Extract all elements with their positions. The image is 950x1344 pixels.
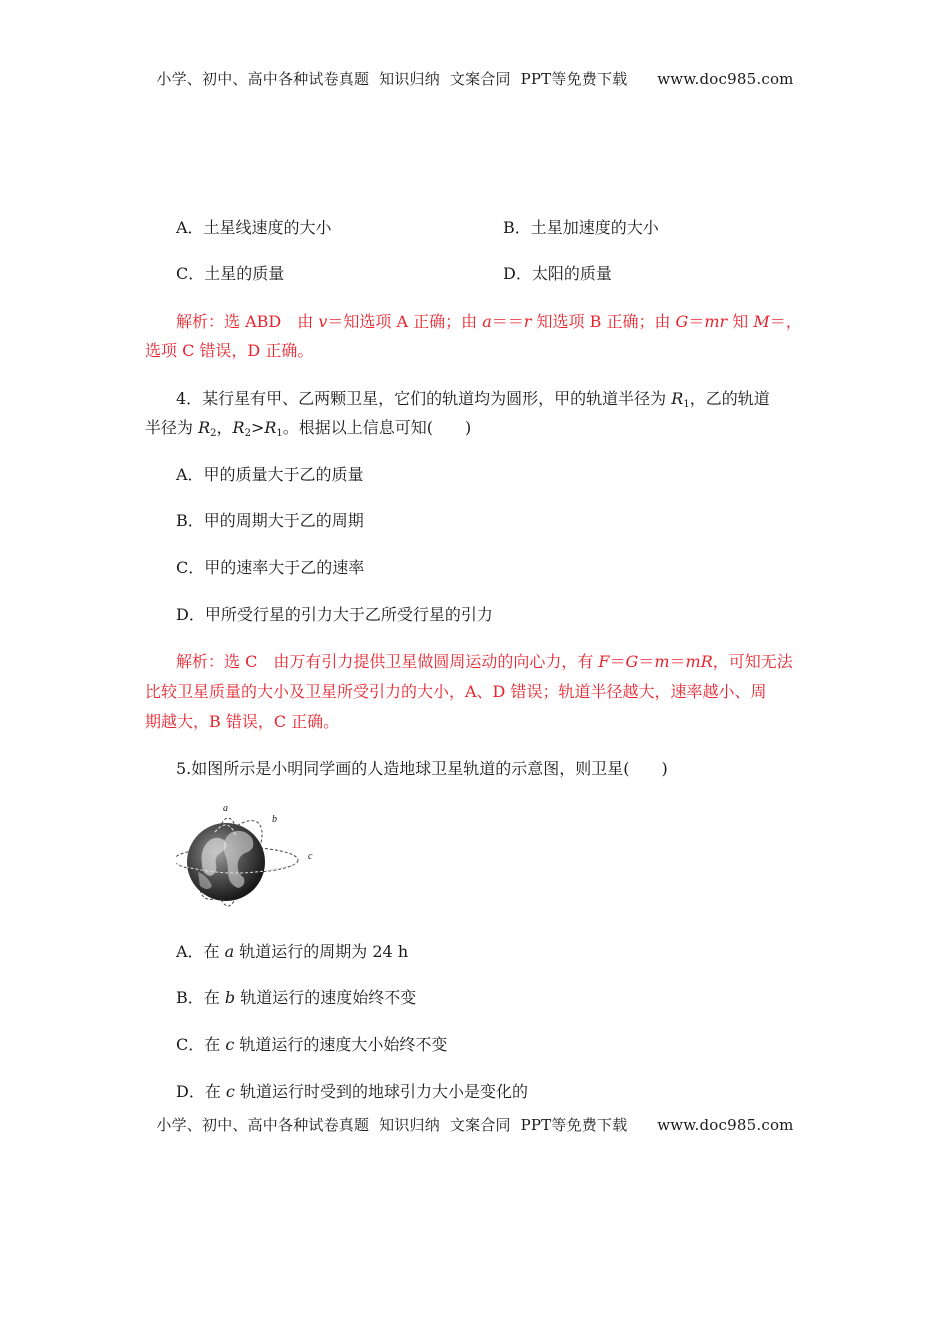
- page-header: 小学、初中、高中各种试卷真题 知识归纳 文案合同 PPT等免费下载 www.doc985.com: [156, 70, 794, 88]
- q4-option-c: C．甲的速率大于乙的速率: [176, 558, 365, 577]
- q4-stem-line1: 4．某行星有甲、乙两颗卫星，它们的轨道均为圆形，甲的轨道半径为 $R_1$，乙的轨道: [176, 389, 770, 410]
- q5-stem: 5.如图所示是小明同学画的人造地球卫星轨道的示意图，则卫星( ): [176, 759, 668, 778]
- q4-stem-line2: 半径为 $R_2$，$R_2>R_1$。根据以上信息可知( ): [145, 418, 472, 439]
- satellite-orbit-figure: [176, 802, 321, 910]
- orbit-a-label: a: [223, 803, 228, 814]
- q3-option-a: A．土星线速度的大小: [176, 218, 332, 237]
- q3-analysis-line1: 解析：选 ABD 由 v＝知选项 A 正确；由 a＝＝r 知选项 B 正确；由 G＝mr 知 M＝，: [176, 312, 802, 331]
- q3-option-c: C．土星的质量: [176, 264, 285, 283]
- q4-option-a: A．甲的质量大于乙的质量: [176, 465, 364, 484]
- page-footer: 小学、初中、高中各种试卷真题 知识归纳 文案合同 PPT等免费下载 www.doc985.com: [156, 1116, 794, 1134]
- q5-option-c: C．在 c 轨道运行的速度大小始终不变: [176, 1035, 448, 1054]
- q3-option-d: D．太阳的质量: [503, 264, 612, 283]
- q5-option-d: D．在 c 轨道运行时受到的地球引力大小是变化的: [176, 1082, 528, 1101]
- orbit-b-label: b: [272, 814, 277, 825]
- q3-option-b: B．土星加速度的大小: [503, 218, 659, 237]
- q4-analysis-line3: 期越大，B 错误，C 正确。: [145, 712, 340, 731]
- orbit-c-label: c: [308, 851, 313, 862]
- q4-analysis-line1: 解析：选 C 由万有引力提供卫星做圆周运动的向心力，有 F＝G＝m＝mR，可知无法: [176, 652, 793, 671]
- q5-option-b: B．在 b 轨道运行的速度始终不变: [176, 988, 417, 1007]
- earth-globe: [187, 823, 265, 901]
- q5-option-a: A．在 a 轨道运行的周期为 24 h: [176, 942, 409, 961]
- q4-option-d: D．甲所受行星的引力大于乙所受行星的引力: [176, 605, 493, 624]
- q4-analysis-line2: 比较卫星质量的大小及卫星所受引力的大小，A、D 错误；轨道半径越大，速率越小、周: [145, 682, 767, 701]
- q4-option-b: B．甲的周期大于乙的周期: [176, 511, 364, 530]
- q3-analysis-line2: 选项 C 错误，D 正确。: [145, 341, 314, 360]
